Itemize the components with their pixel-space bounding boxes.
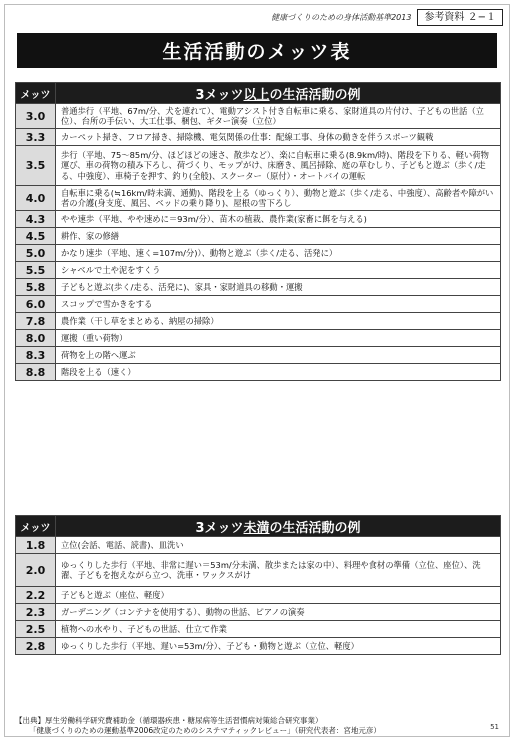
- activity-description: やや速歩（平地、やや速めに＝93m/分）、苗木の植栽、農作業(家畜に餌を与える): [56, 211, 501, 228]
- activity-column-header: [56, 516, 501, 537]
- activity-column-header: [56, 83, 501, 104]
- mets-value: 2.0: [16, 554, 56, 587]
- activity-description: カーペット掃き、フロア掃き、掃除機、電気関係の仕事：配線工事、身体の動きを伴うスポーツ観戦: [56, 129, 501, 146]
- activity-description: 自転車に乗る(≒16km/時未満、通勤)、階段を上る（ゆっくり）、動物と遊ぶ（歩く/走る、中強度）、高齢者や障がい者の介護(身支度、風呂、ベッドの乗り降り)、屋根の雪下ろし: [56, 186, 501, 211]
- table-row: [16, 330, 501, 347]
- mets-value: 1.8: [16, 537, 56, 554]
- header-text-post: の生活活動の例: [269, 520, 361, 536]
- table-row: [16, 537, 501, 554]
- mets-value: 8.0: [16, 330, 56, 347]
- mets-value: 6.0: [16, 296, 56, 313]
- activity-description: 立位(会話、電話、読書)、皿洗い: [56, 537, 501, 554]
- table-row: [16, 364, 501, 381]
- activity-description: 農作業（干し草をまとめる、納屋の掃除）: [56, 313, 501, 330]
- activity-description: 子どもと遊ぶ(歩く/走る、活発に)、家具・家財道具の移動・運搬: [56, 279, 501, 296]
- activity-description: ガーデニング（コンテナを使用する）、動物の世話、ピアノの演奏: [56, 604, 501, 621]
- header-text-underlined: 以上: [243, 87, 270, 103]
- table-row: [16, 296, 501, 313]
- document-page: [4, 4, 510, 737]
- header-subtitle: 健康づくりのための身体活動基準2013: [271, 13, 412, 22]
- mets-value: 4.5: [16, 228, 56, 245]
- table-row: [16, 228, 501, 245]
- activity-description: 植物への水やり、子どもの世話、仕立て作業: [56, 621, 501, 638]
- mets-value: 8.3: [16, 347, 56, 364]
- mets-value: 3.3: [16, 129, 56, 146]
- activity-description: シャベルで土や泥をすくう: [56, 262, 501, 279]
- page-title: 生活活動のメッツ表: [17, 33, 497, 68]
- mets-value: 2.5: [16, 621, 56, 638]
- mets-value: 2.3: [16, 604, 56, 621]
- page-header: [5, 9, 503, 26]
- activity-description: 階段を上る（速く）: [56, 364, 501, 381]
- mets-column-header: メッツ: [16, 83, 56, 104]
- mets-value: 2.8: [16, 638, 56, 655]
- activity-description: ゆっくりした歩行（平地、非常に遅い＝53m/分未満、散歩または家の中）、料理や食材の準備（立位、座位）、洗濯、子どもを抱えながら立つ、洗車・ワックスがけ: [56, 554, 501, 587]
- source-line-1: 【出典】厚生労働科学研究費補助金（循環器疾患・糖尿病等生活習慣病対策総合研究事業）: [15, 716, 323, 725]
- mets-value: 4.0: [16, 186, 56, 211]
- mets-value: 7.8: [16, 313, 56, 330]
- table-header-row: [16, 516, 501, 537]
- table-row: [16, 186, 501, 211]
- header-text-pre: 3メッツ: [195, 520, 244, 536]
- mets-column-header: メッツ: [16, 516, 56, 537]
- activity-description: 歩行（平地、75～85m/分、ほどほどの速さ、散歩など）、楽に自転車に乗る(8.9km/時)、階段を下りる、軽い荷物運び、車の荷物の積み下ろし、荷づくり、モップがけ、床磨き、風呂掃除、庭の草むしり、子どもと遊ぶ（歩く/走る、中強度）、車椅子を押す、釣り(全般)、スクーター（原付）・オートバイの運転: [56, 146, 501, 186]
- source-citation: [15, 716, 381, 736]
- table-row: [16, 313, 501, 330]
- table-row: [16, 347, 501, 364]
- table-row: [16, 146, 501, 186]
- table-row: [16, 211, 501, 228]
- table-row: [16, 638, 501, 655]
- activity-description: 耕作、家の修繕: [56, 228, 501, 245]
- reference-label: 参考資料 ２−１: [417, 9, 503, 26]
- source-line-2: 「健康づくりのための運動基準2006改定のためのシステマティックレビュー」（研究代表者：宮地元彦）: [29, 726, 381, 735]
- header-text-underlined: 未満: [243, 520, 270, 536]
- page-number: 51: [490, 723, 499, 731]
- table-row: [16, 621, 501, 638]
- mets-table-above-3: [15, 82, 501, 381]
- activity-description: かなり速歩（平地、速く=107m/分)）、動物と遊ぶ（歩く/走る、活発に）: [56, 245, 501, 262]
- mets-value: 2.2: [16, 587, 56, 604]
- activity-description: 荷物を上の階へ運ぶ: [56, 347, 501, 364]
- mets-value: 5.8: [16, 279, 56, 296]
- table-row: [16, 279, 501, 296]
- activity-description: 運搬（重い荷物）: [56, 330, 501, 347]
- activity-description: スコップで雪かきをする: [56, 296, 501, 313]
- mets-value: 8.8: [16, 364, 56, 381]
- table-row: [16, 554, 501, 587]
- header-text-pre: 3メッツ: [195, 87, 244, 103]
- table-header-row: [16, 83, 501, 104]
- table-row: [16, 604, 501, 621]
- activity-description: ゆっくりした歩行（平地、遅い=53m/分）、子ども・動物と遊ぶ（立位、軽度）: [56, 638, 501, 655]
- mets-table-below-3: [15, 515, 501, 655]
- table-row: [16, 129, 501, 146]
- mets-value: 4.3: [16, 211, 56, 228]
- table-row: [16, 262, 501, 279]
- activity-description: 普通歩行（平地、67m/分、犬を連れて）、電動アシスト付き自転車に乗る、家財道具の片付け、子どもの世話（立位）、台所の手伝い、大工仕事、梱包、ギター演奏（立位）: [56, 104, 501, 129]
- mets-value: 5.0: [16, 245, 56, 262]
- table-row: [16, 245, 501, 262]
- header-text-post: の生活活動の例: [269, 87, 361, 103]
- mets-value: 3.0: [16, 104, 56, 129]
- activity-description: 子どもと遊ぶ（座位、軽度）: [56, 587, 501, 604]
- mets-value: 5.5: [16, 262, 56, 279]
- table-row: [16, 104, 501, 129]
- mets-value: 3.5: [16, 146, 56, 186]
- table-row: [16, 587, 501, 604]
